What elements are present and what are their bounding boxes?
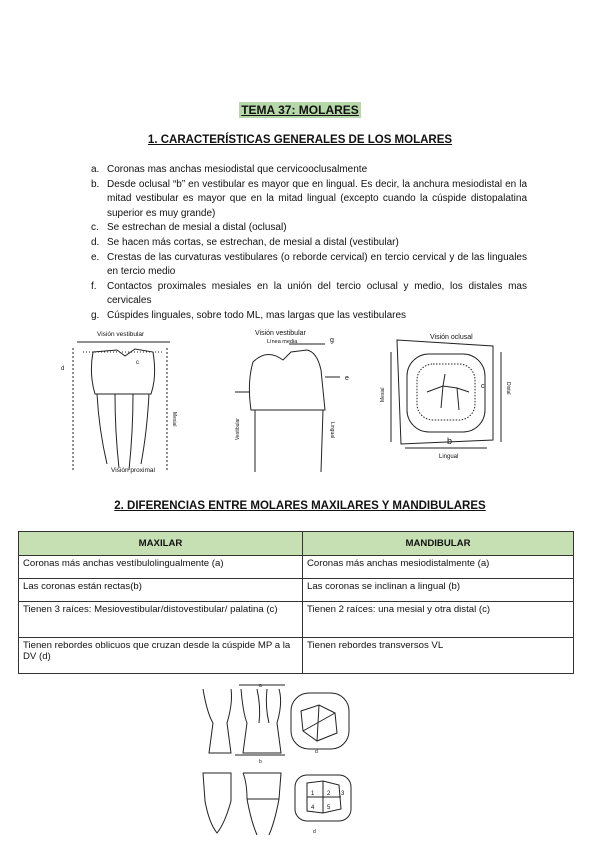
occlusal-view-drawing (380, 334, 511, 460)
table-row (19, 579, 574, 602)
svg-text:4: 4 (311, 805, 315, 811)
svg-text:Visión vestibular: Visión vestibular (255, 330, 306, 337)
table-cell: Las coronas se inclinan a lingual (b) (303, 579, 574, 602)
proximal-view-drawing (61, 331, 177, 474)
svg-text:5: 5 (327, 805, 331, 811)
list-item: a. Coronas mas anchas mesiodistal que cervicooclusalmente (91, 164, 368, 175)
svg-text:1: 1 (311, 791, 315, 797)
svg-text:Visión proximal: Visión proximal (111, 467, 155, 474)
svg-text:Visión vestibular: Visión vestibular (97, 331, 145, 338)
column-header-mandibular: MANDIBULAR (303, 532, 574, 556)
table-row (19, 602, 574, 638)
svg-text:3: 3 (341, 791, 345, 797)
table-cell: Coronas más anchas mesiodistalmente (a) (303, 556, 574, 579)
list-item: f. Contactos proximales mesiales en la unión del tercio oclusal y medio, los distales mas cervicales (91, 280, 527, 307)
table-cell: Tienen 2 raíces: una mesial y otra distal (c) (303, 602, 574, 638)
svg-text:Lingual: Lingual (439, 454, 459, 460)
svg-text:Línea media: Línea media (267, 339, 298, 345)
svg-text:d: d (61, 366, 65, 372)
svg-text:c: c (481, 383, 485, 390)
table-cell: Coronas más anchas vestíbulolingualmente (a) (19, 556, 303, 579)
vestibular-view-drawing (235, 330, 349, 472)
svg-text:Mesial: Mesial (380, 387, 386, 402)
svg-text:a: a (259, 683, 262, 689)
comparison-table (18, 531, 574, 674)
svg-text:Mesial: Mesial (171, 412, 177, 427)
table-header-row (19, 532, 574, 556)
svg-text:c: c (136, 360, 139, 366)
list-item: e. Crestas de las curvaturas vestibulares (o reborde cervical) en tercio cervical y de las linguales en tercio medio (91, 251, 527, 278)
svg-text:Distal: Distal (505, 382, 511, 395)
table-row (19, 638, 574, 674)
list-item: g. Cúspides linguales, sobre todo ML, mas largas que las vestibulares (91, 309, 407, 321)
svg-text:b: b (259, 759, 262, 765)
table-cell: Tienen rebordes oblicuos que cruzan desde la cúspide MP a la DV (d) (19, 638, 303, 674)
svg-text:d: d (313, 829, 316, 835)
table-cell: Las coronas están rectas(b) (19, 579, 303, 602)
section-2-heading: 2. DIFERENCIAS ENTRE MOLARES MAXILARES Y MANDIBULARES (114, 500, 486, 512)
maxillary-mandibular-figure (195, 683, 365, 843)
list-item: c. Se estrechan de mesial a distal (oclusal) (91, 222, 287, 234)
svg-text:Vestibular: Vestibular (235, 418, 241, 440)
characteristics-list (91, 163, 527, 324)
svg-text:d: d (315, 749, 318, 755)
molar-diagrams-figure (55, 322, 535, 482)
svg-text:Lingual: Lingual (329, 422, 335, 439)
table-cell: Tienen 3 raíces: Mesiovestibular/distovestibular/ palatina (c) (19, 602, 303, 638)
svg-text:g: g (330, 337, 334, 344)
table-cell: Tienen rebordes transversos VL (303, 638, 574, 674)
svg-text:Visión oclusal: Visión oclusal (430, 334, 473, 341)
table-row (19, 556, 574, 579)
list-item: d. Se hacen más cortas, se estrechan, de mesial a distal (vestibular) (91, 236, 399, 248)
svg-text:2: 2 (327, 791, 331, 797)
svg-text:b: b (447, 436, 453, 446)
column-header-maxilar: MAXILAR (19, 532, 303, 556)
page-title: TEMA 37: MOLARES (241, 103, 359, 117)
section-1-heading: 1. CARACTERÍSTICAS GENERALES DE LOS MOLARES (147, 134, 453, 146)
list-item: b. Desde oclusal “b” en vestibular es mayor que en lingual. Es decir, la anchura mesiodistal en la mitad vestibular es mayor que en la mitad lingual (excepto cuando la cúspide distopalatina superior es muy grande) (91, 178, 527, 219)
svg-text:e: e (345, 375, 349, 382)
